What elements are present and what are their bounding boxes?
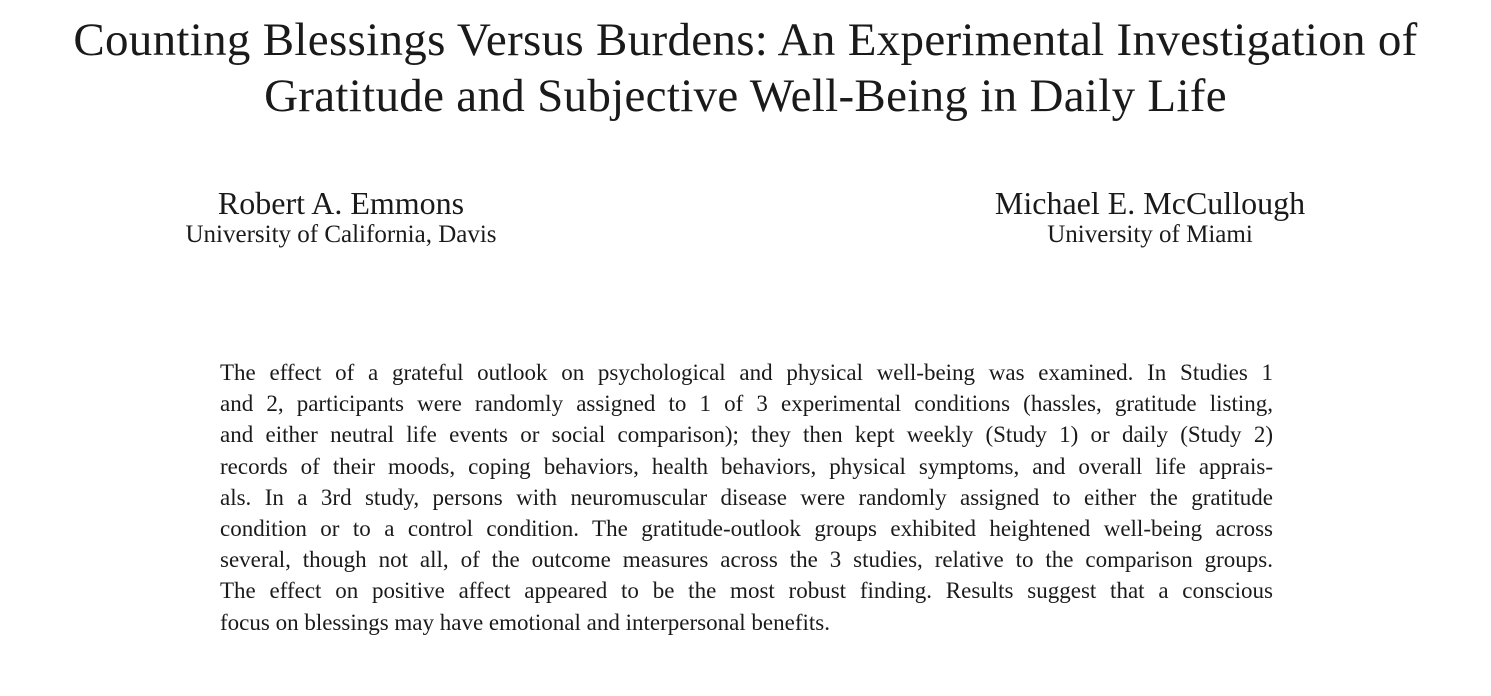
abstract-line: condition or to a control condition. The gratitude-outlook groups exhibited heightened well-being across	[220, 516, 1273, 542]
abstract-line: focus on blessings may have emotional and interpersonal benefits.	[220, 609, 830, 635]
author-block-mccullough	[950, 186, 1350, 250]
abstract-line: records of their moods, coping behaviors, health behaviors, physical symptoms, and overall life apprais-	[220, 453, 1273, 479]
author-affiliation: University of Miami	[1047, 221, 1253, 248]
abstract-line: als. In a 3rd study, persons with neuromuscular disease were randomly assigned to either the gratitude	[220, 484, 1273, 510]
author-name: Michael E. McCullough	[994, 185, 1306, 221]
abstract-line: The effect on positive affect appeared to be the most robust finding. Results suggest that a conscious	[220, 578, 1273, 604]
abstract-line: The effect of a grateful outlook on psychological and physical well-being was examined. In Studies 1	[220, 360, 1273, 385]
abstract-line: several, though not all, of the outcome measures across the 3 studies, relative to the comparison groups.	[220, 547, 1273, 573]
author-affiliation: University of California, Davis	[185, 221, 497, 248]
title-line: Counting Blessings Versus Burdens: An Experimental Investigation of	[73, 14, 1418, 66]
author-name: Robert A. Emmons	[217, 185, 465, 221]
paper-title	[0, 12, 1491, 124]
abstract-line: and either neutral life events or social comparison); they then kept weekly (Study 1) or daily (Study 2)	[220, 422, 1273, 448]
title-line: Gratitude and Subjective Well-Being in Daily Life	[264, 70, 1227, 122]
abstract-line: and 2, participants were randomly assigned to 1 of 3 experimental conditions (hassles, gratitude listing,	[220, 391, 1273, 417]
abstract	[220, 357, 1273, 638]
author-block-emmons	[141, 186, 541, 250]
